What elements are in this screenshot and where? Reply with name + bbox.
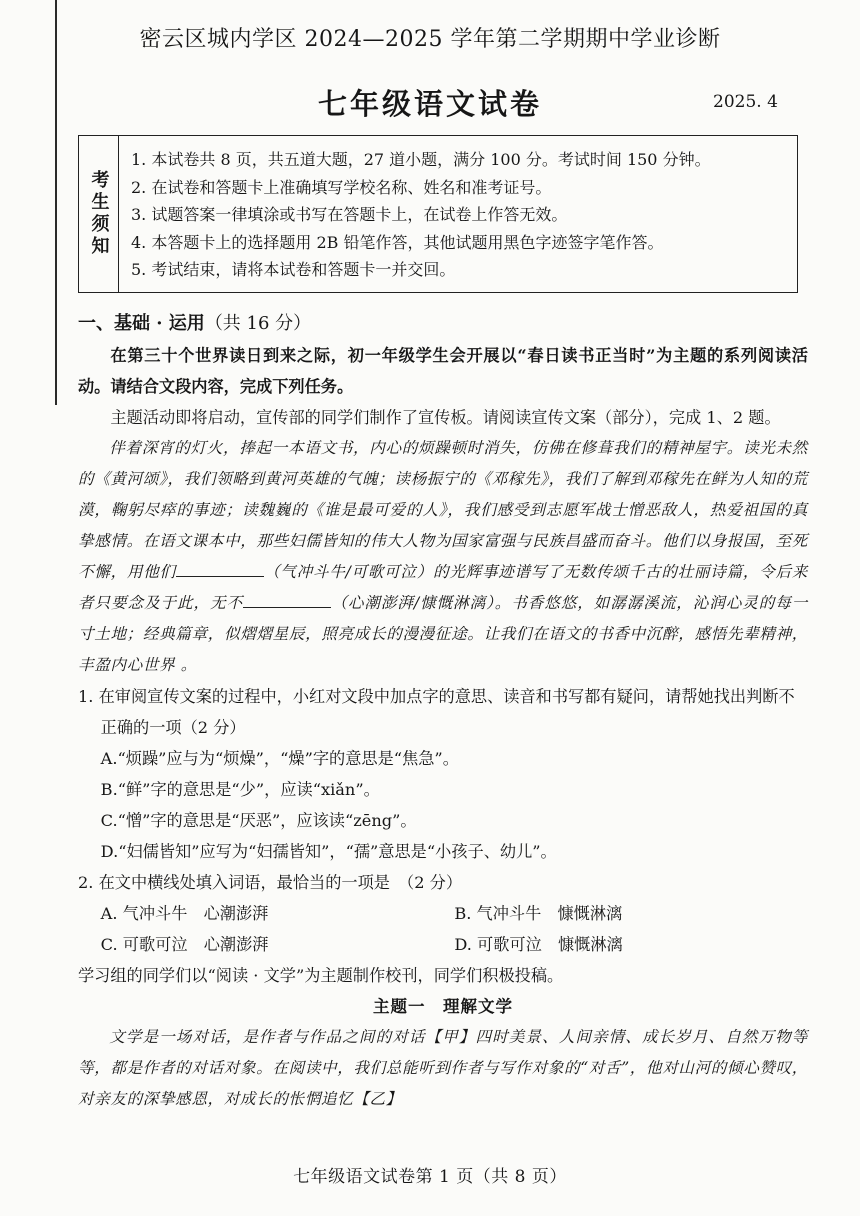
passage-part-1: 伴着深宵的灯火，捧起一本语文书，内心的烦躁顿时消失，仿佛在修葺我们的精神屋宇。读光未然的《黄河颂》，我们领略到黄河英雄的气魄；读杨振宁的《邓稼先》，我们了解到邓稼先在鲜为人知的荒漠，鞠躬尽瘁的事迹；读魏巍的《谁是最可爱的人》，我们感受到志愿军战士憎恶敌人，热爱祖国的真挚感情。在语文课本中，那些妇儒皆知的伟大人物为国家富强与民族昌盛而奋斗。他们以身报国，至死不懈，用他们: [78, 439, 808, 581]
notice-label: 考生须知: [88, 170, 110, 258]
answer-blank-1: [176, 558, 264, 577]
question-2-option-d: D. 可歌可泣 慷慨淋漓: [454, 935, 623, 954]
question-1-stem: 1. 在审阅宣传文案的过程中，小红对文段中加点字的意思、读音和书写都有疑问，请帮她找出判断不正确的一项（2 分）: [78, 687, 795, 737]
notice-item-5: 5. 考试结束，请将本试卷和答题卡一并交回。: [131, 260, 456, 279]
section-1-intro: 在第三十个世界读日到来之际，初一年级学生会开展以“春日读书正当时”为主题的系列阅读活动。请结合文段内容，完成下列任务。: [78, 346, 808, 396]
exam-main-title: 七年级语文试卷: [317, 87, 542, 121]
study-group-line: 学习组的同学们以“阅读 · 文学”为主题制作校刊，同学们积极投稿。: [78, 966, 564, 985]
candidate-notice-box: [78, 135, 798, 293]
question-2-option-c: C. 可歌可泣 心潮澎湃: [100, 935, 269, 954]
notice-item-3: 3. 试题答案一律填涂或书写在答题卡上，在试卷上作答无效。: [131, 205, 568, 224]
question-2-option-a: A. 气冲斗牛 心潮澎湃: [100, 904, 269, 923]
answer-blank-2: [243, 589, 331, 608]
question-2-stem: 2. 在文中横线处填入词语，最恰当的一项是 （2 分）: [78, 873, 463, 892]
binding-margin-line: [55, 0, 57, 405]
question-1-option-a: A.“烦躁”应与为“烦燥”，“燥”字的意思是“焦急”。: [100, 749, 459, 768]
question-2-options-row-2: [78, 929, 808, 960]
question-1-option-c: C.“憎”字的意思是“厌恶”，应该读“zēng”。: [100, 811, 417, 830]
passage-part-2: （气冲斗牛/可歌可泣）的光辉事迹谱写了无数传颂千古的壮丽诗篇，令后来者只要念及于此，无不: [78, 563, 808, 612]
section-1-task: 主题活动即将启动，宣传部的同学们制作了宣传板。请阅读宣传文案（部分），完成 1、2 题。: [110, 408, 781, 427]
exam-header-title: 密云区城内学区 2024—2025 学年第二学期期中学业诊断: [139, 27, 721, 52]
notice-label-cell: [79, 136, 119, 292]
promo-passage: [78, 433, 808, 681]
section-1-heading: 一、基础 · 运用: [78, 313, 205, 334]
notice-item-4: 4. 本答题卡上的选择题用 2B 铅笔作答，其他试题用黑色字迹签字笔作答。: [131, 232, 664, 252]
question-2-options-row-1: [78, 898, 808, 929]
topic-1-title: 主题一 理解文学: [373, 997, 513, 1016]
notice-items: [131, 146, 789, 284]
notice-item-1: 1. 本试卷共 8 页，共五道大题，27 道小题，满分 100 分。考试时间 150 分钟。: [131, 150, 711, 169]
exam-date: 2025. 4: [713, 92, 778, 112]
question-1-option-d: D.“妇儒皆知”应写为“妇孺皆知”，“孺”意思是“小孩子、幼儿”。: [100, 842, 557, 861]
page-footer: 七年级语文试卷第 1 页（共 8 页）: [293, 1167, 567, 1187]
section-1-score: （共 16 分）: [204, 313, 312, 334]
passage-part-3: （心潮澎湃/慷慨淋漓）。书香悠悠，如潺潺溪流，沁润心灵的每一寸土地；经典篇章，似熠熠星辰，照亮成长的漫漫征途。让我们在语文的书香中沉醉，感悟先辈精神，丰盈内心世界 。: [78, 594, 808, 674]
notice-item-2: 2. 在试卷和答题卡上准确填写学校名称、姓名和准考证号。: [131, 177, 552, 197]
question-2-option-b: B. 气冲斗牛 慷慨淋漓: [454, 904, 623, 923]
section-1-content: [78, 308, 808, 1115]
question-1-option-b: B.“鲜”字的意思是“少”，应读“xiǎn”。: [100, 780, 380, 799]
section-1-title: [78, 308, 808, 340]
topic-1-text: 文学是一场对话，是作者与作品之间的对话【甲】四时美景、人间亲情、成长岁月、自然万物等等，都是作者的对话对象。在阅读中，我们总能听到作者与写作对象的“对舌”，他对山河的倾心赞叹，对亲友的深挚感恩，对成长的怅惘追忆【乙】: [78, 1028, 808, 1108]
